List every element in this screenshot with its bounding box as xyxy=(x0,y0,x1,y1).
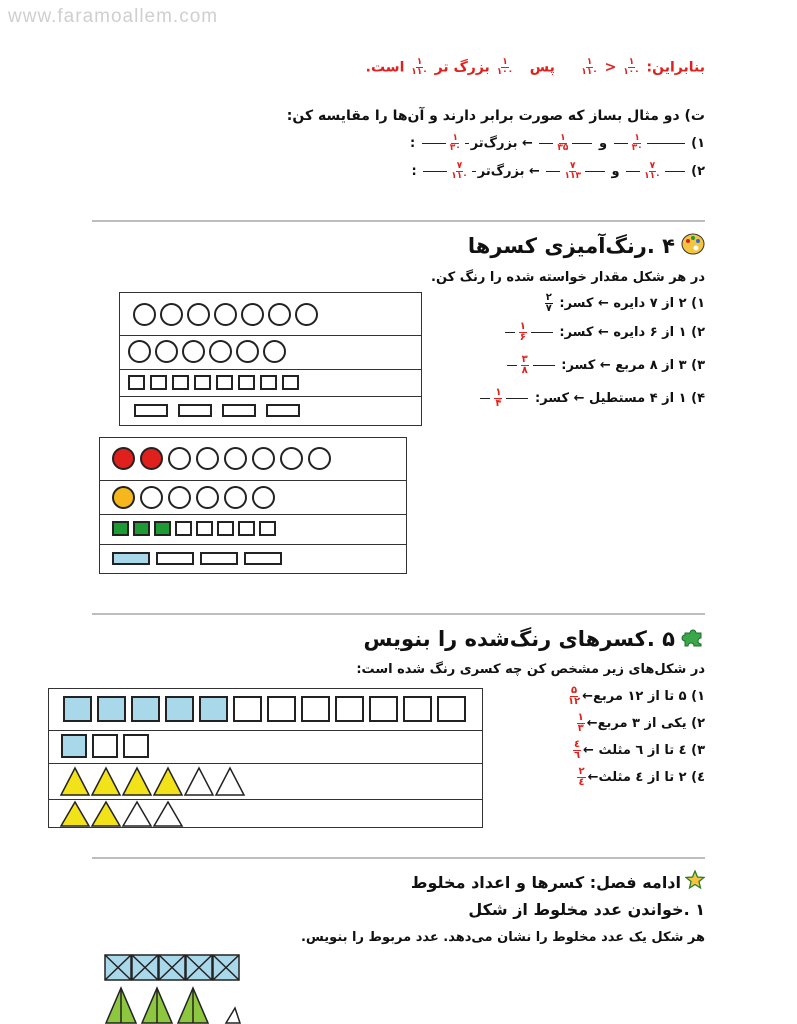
squares-row-12 xyxy=(63,696,466,722)
circle-shape xyxy=(128,340,151,363)
divider xyxy=(92,220,705,222)
circle-shape xyxy=(252,486,275,509)
square-shape-colored xyxy=(63,696,92,722)
is-word: است. xyxy=(365,59,405,76)
circle-shape xyxy=(224,447,247,470)
uncolored-shapes-box xyxy=(119,292,422,426)
circle-shape xyxy=(196,447,219,470)
puzzle-icon xyxy=(681,625,705,653)
square-shape xyxy=(369,696,398,722)
answer-fraction: $\frac{۱}{۶}$ xyxy=(519,321,526,343)
circle-shape xyxy=(241,303,264,326)
circle-shape xyxy=(196,486,219,509)
square-shape-colored xyxy=(199,696,228,722)
rectangle-shape xyxy=(178,404,212,417)
bigger-word: بزرگ تر xyxy=(434,59,490,76)
square-shape xyxy=(194,375,211,390)
section-4-item xyxy=(478,388,705,409)
square-shape xyxy=(437,696,466,722)
square-shape xyxy=(403,696,432,722)
section-5-title: ۵ .کسرهای رنگ‌شده را بنویس xyxy=(363,627,675,651)
rectangle-shape xyxy=(134,404,168,417)
square-shape xyxy=(238,375,255,390)
colored-circles-row-6 xyxy=(112,486,275,509)
square-shape xyxy=(216,375,233,390)
triangle-shape xyxy=(216,768,244,795)
triangles-row-4 xyxy=(59,800,199,828)
circle-shape xyxy=(280,447,303,470)
section-6-subtitle: ۱ .خواندن عدد مخلوط از شکل xyxy=(468,900,705,919)
triangle-shape-colored xyxy=(92,768,120,795)
square-shape xyxy=(335,696,364,722)
item-text: ۵ تا از ۱۲ مربع← xyxy=(582,689,687,704)
triangle-shape xyxy=(123,802,151,826)
fraction: $\frac{۱}{۱۱۰}$ xyxy=(581,57,598,77)
conclusion-prefix: بنابراین: xyxy=(646,59,705,76)
square-shape xyxy=(267,696,296,722)
square-shape xyxy=(175,521,192,536)
rectangle-shape xyxy=(266,404,300,417)
square-shape xyxy=(92,734,118,758)
section-5-instruction: در شکل‌های زیر مشخص کن چه کسری رنگ شده است: xyxy=(356,662,705,677)
rectangle-shape xyxy=(244,552,282,565)
square-shape xyxy=(259,521,276,536)
circle-shape xyxy=(160,303,183,326)
circle-shape xyxy=(295,303,318,326)
rectangle-shape-colored xyxy=(112,552,150,565)
answer-fraction: $\frac{۱}{۳}$ xyxy=(577,712,584,734)
circle-shape-colored xyxy=(112,486,135,509)
section-6-instruction: هر شکل یک عدد مخلوط را نشان می‌دهد. عدد مربوط را بنویس. xyxy=(300,930,705,945)
conclusion-line xyxy=(366,58,705,77)
star-icon xyxy=(685,870,705,894)
fraction: $\frac{۱}{۱۰۰}$ xyxy=(496,57,514,77)
rectangle-shape xyxy=(200,552,238,565)
colored-shapes-box xyxy=(99,437,407,574)
square-shape xyxy=(150,375,167,390)
square-shape-colored xyxy=(154,521,171,536)
section-4-instruction: در هر شکل مقدار خواسته شده را رنگ کن. xyxy=(431,270,705,285)
triangle-shape xyxy=(154,802,182,826)
circle-shape xyxy=(209,340,232,363)
square-shape xyxy=(196,521,213,536)
squares-row-8 xyxy=(128,375,299,390)
square-shape xyxy=(301,696,330,722)
circle-shape xyxy=(182,340,205,363)
section-4-item xyxy=(543,293,705,314)
section-5-header xyxy=(363,625,705,653)
section-4-item xyxy=(503,322,705,343)
square-shape xyxy=(260,375,277,390)
section-6-title: ادامه فصل: کسرها و اعداد مخلوط xyxy=(410,872,681,892)
answer-fraction: $\frac{۳}{۸}$ xyxy=(521,354,528,376)
therefore-word: پس xyxy=(529,59,555,76)
watermark: www.faramoallem.com xyxy=(8,6,219,27)
section-5-item xyxy=(566,686,705,707)
triangle-shape xyxy=(226,1008,240,1023)
square-shape-colored xyxy=(133,521,150,536)
item-text: ۳ از ۸ مربع ← کسر: xyxy=(561,358,687,373)
circle-shape xyxy=(224,486,247,509)
section-5-item xyxy=(575,767,705,788)
answer-fraction: $\frac{٤}{٦}$ xyxy=(573,739,581,761)
section-5-item xyxy=(575,713,705,734)
square-shape-colored xyxy=(97,696,126,722)
section-5-item xyxy=(571,740,705,761)
circle-shape xyxy=(252,447,275,470)
square-shape xyxy=(282,375,299,390)
divider xyxy=(92,613,705,615)
shaded-shapes-box xyxy=(48,688,483,828)
circle-shape xyxy=(155,340,178,363)
prompt-t: ت) دو مثال بساز که صورت برابر دارند و آن‌ها را مقایسه کن: xyxy=(286,108,705,124)
colored-circles-row-7 xyxy=(112,447,331,470)
example-2: ۲) $\frac{۷}{۱۱۰}$ و $\frac{۷}{۱۱۳}$ ← بزرگ‌تر $\frac{۷}{۱۱۰}$ : xyxy=(411,161,705,181)
triangle-shape-colored xyxy=(61,768,89,795)
triangle-shape-colored xyxy=(61,802,89,826)
circle-shape-colored xyxy=(140,447,163,470)
section-4-header xyxy=(468,232,705,260)
square-shape xyxy=(233,696,262,722)
circle-shape xyxy=(263,340,286,363)
item-text: ۲ تا از ٤ مثلث← xyxy=(587,770,687,785)
squares-row-3 xyxy=(61,734,149,758)
fraction: $\frac{۱}{۱۰۰}$ xyxy=(623,57,640,77)
square-shape-colored xyxy=(131,696,160,722)
item-number: ۲) xyxy=(691,325,705,340)
fraction: $\frac{۱}{۱۱۰}$ xyxy=(411,57,428,77)
item-text: ٤ تا از ٦ مثلث ← xyxy=(583,743,687,758)
circles-row-6 xyxy=(128,340,286,363)
triangles-row-6 xyxy=(59,765,249,797)
circle-shape xyxy=(308,447,331,470)
item-number: ۳) xyxy=(691,743,705,758)
answer-fraction: $\frac{۵}{۱۲}$ xyxy=(567,685,581,707)
square-shape xyxy=(238,521,255,536)
item-number: ٤) xyxy=(691,770,705,785)
less-than-sign: < xyxy=(604,59,617,76)
circle-shape xyxy=(168,486,191,509)
section-6-header xyxy=(411,870,705,894)
section-4-title: ۴ .رنگ‌آمیزی کسرها xyxy=(467,234,675,258)
triangle-shape-colored xyxy=(92,802,120,826)
rectangle-shape xyxy=(222,404,256,417)
square-shape xyxy=(172,375,189,390)
example-1: ۱) $\frac{۱}{۳۰}$ و $\frac{۱}{۳۵}$ ← بزرگ‌تر $\frac{۱}{۳۰}$ : xyxy=(409,133,705,153)
circle-shape xyxy=(187,303,210,326)
circle-shape-colored xyxy=(112,447,135,470)
colored-squares-row-8 xyxy=(112,521,276,536)
square-shape-colored xyxy=(112,521,129,536)
triangle-shape xyxy=(185,768,213,795)
triangle-shape-colored xyxy=(154,768,182,795)
answer-fraction: $\frac{۲}{٤}$ xyxy=(578,766,585,788)
circle-shape xyxy=(133,303,156,326)
circle-shape xyxy=(268,303,291,326)
square-shape xyxy=(123,734,149,758)
item-number: ۳) xyxy=(691,358,705,373)
section-4-item xyxy=(505,355,705,376)
item-text: ۱ از ۶ دایره ← کسر: xyxy=(559,325,687,340)
rectangles-row-4 xyxy=(134,404,300,417)
square-shape xyxy=(217,521,234,536)
square-shape-colored xyxy=(61,734,87,758)
divider xyxy=(92,857,705,859)
item-number: ۴) xyxy=(691,391,705,406)
square-shape-colored xyxy=(165,696,194,722)
colored-rectangles-row-4 xyxy=(112,552,282,565)
circle-shape xyxy=(236,340,259,363)
crossed-squares-row xyxy=(104,954,242,982)
rectangle-shape xyxy=(156,552,194,565)
item-number: ۲) xyxy=(691,716,705,731)
item-text: ۱ از ۴ مستطیل ← کسر: xyxy=(535,391,687,406)
circles-row-7 xyxy=(133,303,318,326)
item-text: ۲ از ۷ دایره ← کسر: xyxy=(559,296,687,311)
circle-shape xyxy=(140,486,163,509)
answer-fraction: $\frac{۱}{۴}$ xyxy=(495,387,502,409)
item-number: ۱) xyxy=(691,296,705,311)
palette-icon xyxy=(681,232,705,260)
answer-fraction: $\frac{۲}{۷}$ xyxy=(545,292,552,314)
triangle-shape-colored xyxy=(123,768,151,795)
circle-shape xyxy=(168,447,191,470)
square-shape xyxy=(128,375,145,390)
item-text: یکی از ۳ مربع← xyxy=(586,716,687,731)
item-number: ۱) xyxy=(691,689,705,704)
circle-shape xyxy=(214,303,237,326)
green-triangles-row xyxy=(104,986,244,1024)
